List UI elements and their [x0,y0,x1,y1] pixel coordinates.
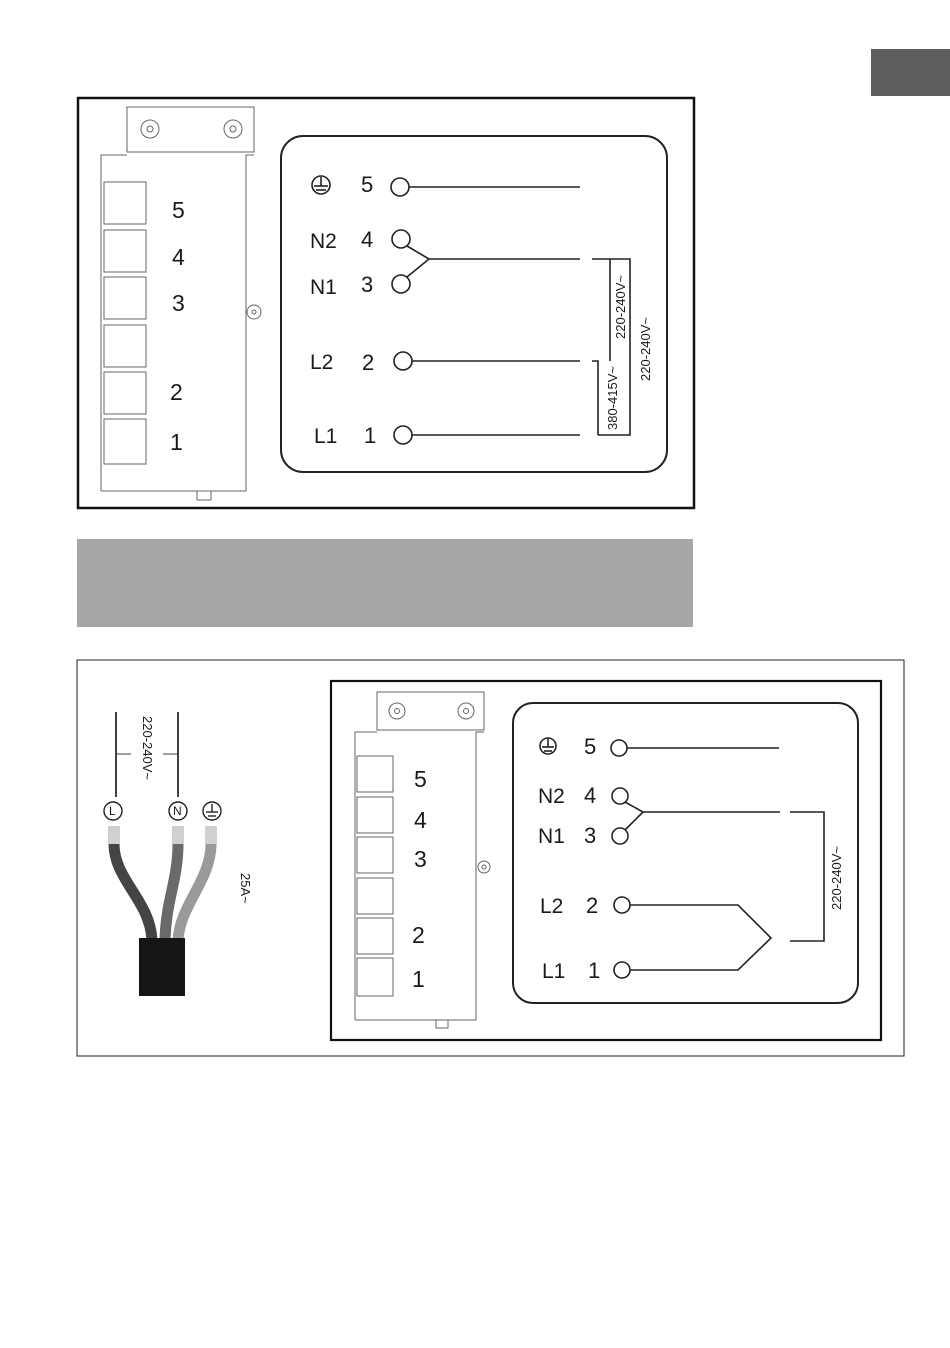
terminal-n1-label: N1 [538,825,565,848]
terminal-l2-label: L2 [310,351,334,374]
terminal-1-number: 1 [588,958,601,983]
terminal-l1-label: L1 [542,960,566,983]
voltage-label-l1-l2: 380-415V~ [605,366,620,430]
block1-number-1: 1 [170,429,183,455]
diagram-1 [78,98,694,508]
terminal-5-number: 5 [361,172,374,197]
block2-number-2: 2 [412,922,425,948]
neutral-marker-label: N [173,804,182,818]
block2-number-3: 3 [414,846,427,872]
terminal-4-number: 4 [361,227,374,252]
ground-icon [312,176,330,194]
cable-voltage-label: 220-240V~ [140,716,155,780]
terminal-n2-label: N2 [538,785,565,808]
diagram-2-frame [77,660,904,1056]
voltage-label-n-l1: 220-240V~ [638,317,653,381]
block1-number-4: 4 [172,244,185,270]
terminal-4-number: 4 [584,783,597,808]
terminal-5-number: 5 [584,734,597,759]
block2-number-5: 5 [414,766,427,792]
terminal-1-number: 1 [364,423,377,448]
ground-icon [203,802,221,820]
voltage-label-2: 220-240V~ [829,846,844,910]
terminal-2-number: 2 [586,893,599,918]
block2-number-1: 1 [412,966,425,992]
terminal-l2-label: L2 [540,895,564,918]
ground-icon [540,738,556,754]
block1-number-2: 2 [170,379,183,405]
diagram-2 [77,660,904,1056]
voltage-label-n-l2: 220-240V~ [613,275,628,339]
wiring-lines-2 [611,740,824,978]
block2-number-4: 4 [414,807,427,833]
live-marker-label: L [109,804,116,818]
supply-cable [104,712,253,996]
terminal-2-number: 2 [362,350,375,375]
block1-number-5: 5 [172,197,185,223]
cable-sheath [139,938,185,996]
current-rating-label: 25A~ [238,873,253,904]
terminal-l1-label: L1 [314,425,338,448]
terminal-n2-label: N2 [310,230,337,253]
wiring-lines-1 [391,178,630,444]
terminal-3-number: 3 [584,823,597,848]
block1-number-3: 3 [172,290,185,316]
terminal-n1-label: N1 [310,276,337,299]
terminal-3-number: 3 [361,272,374,297]
